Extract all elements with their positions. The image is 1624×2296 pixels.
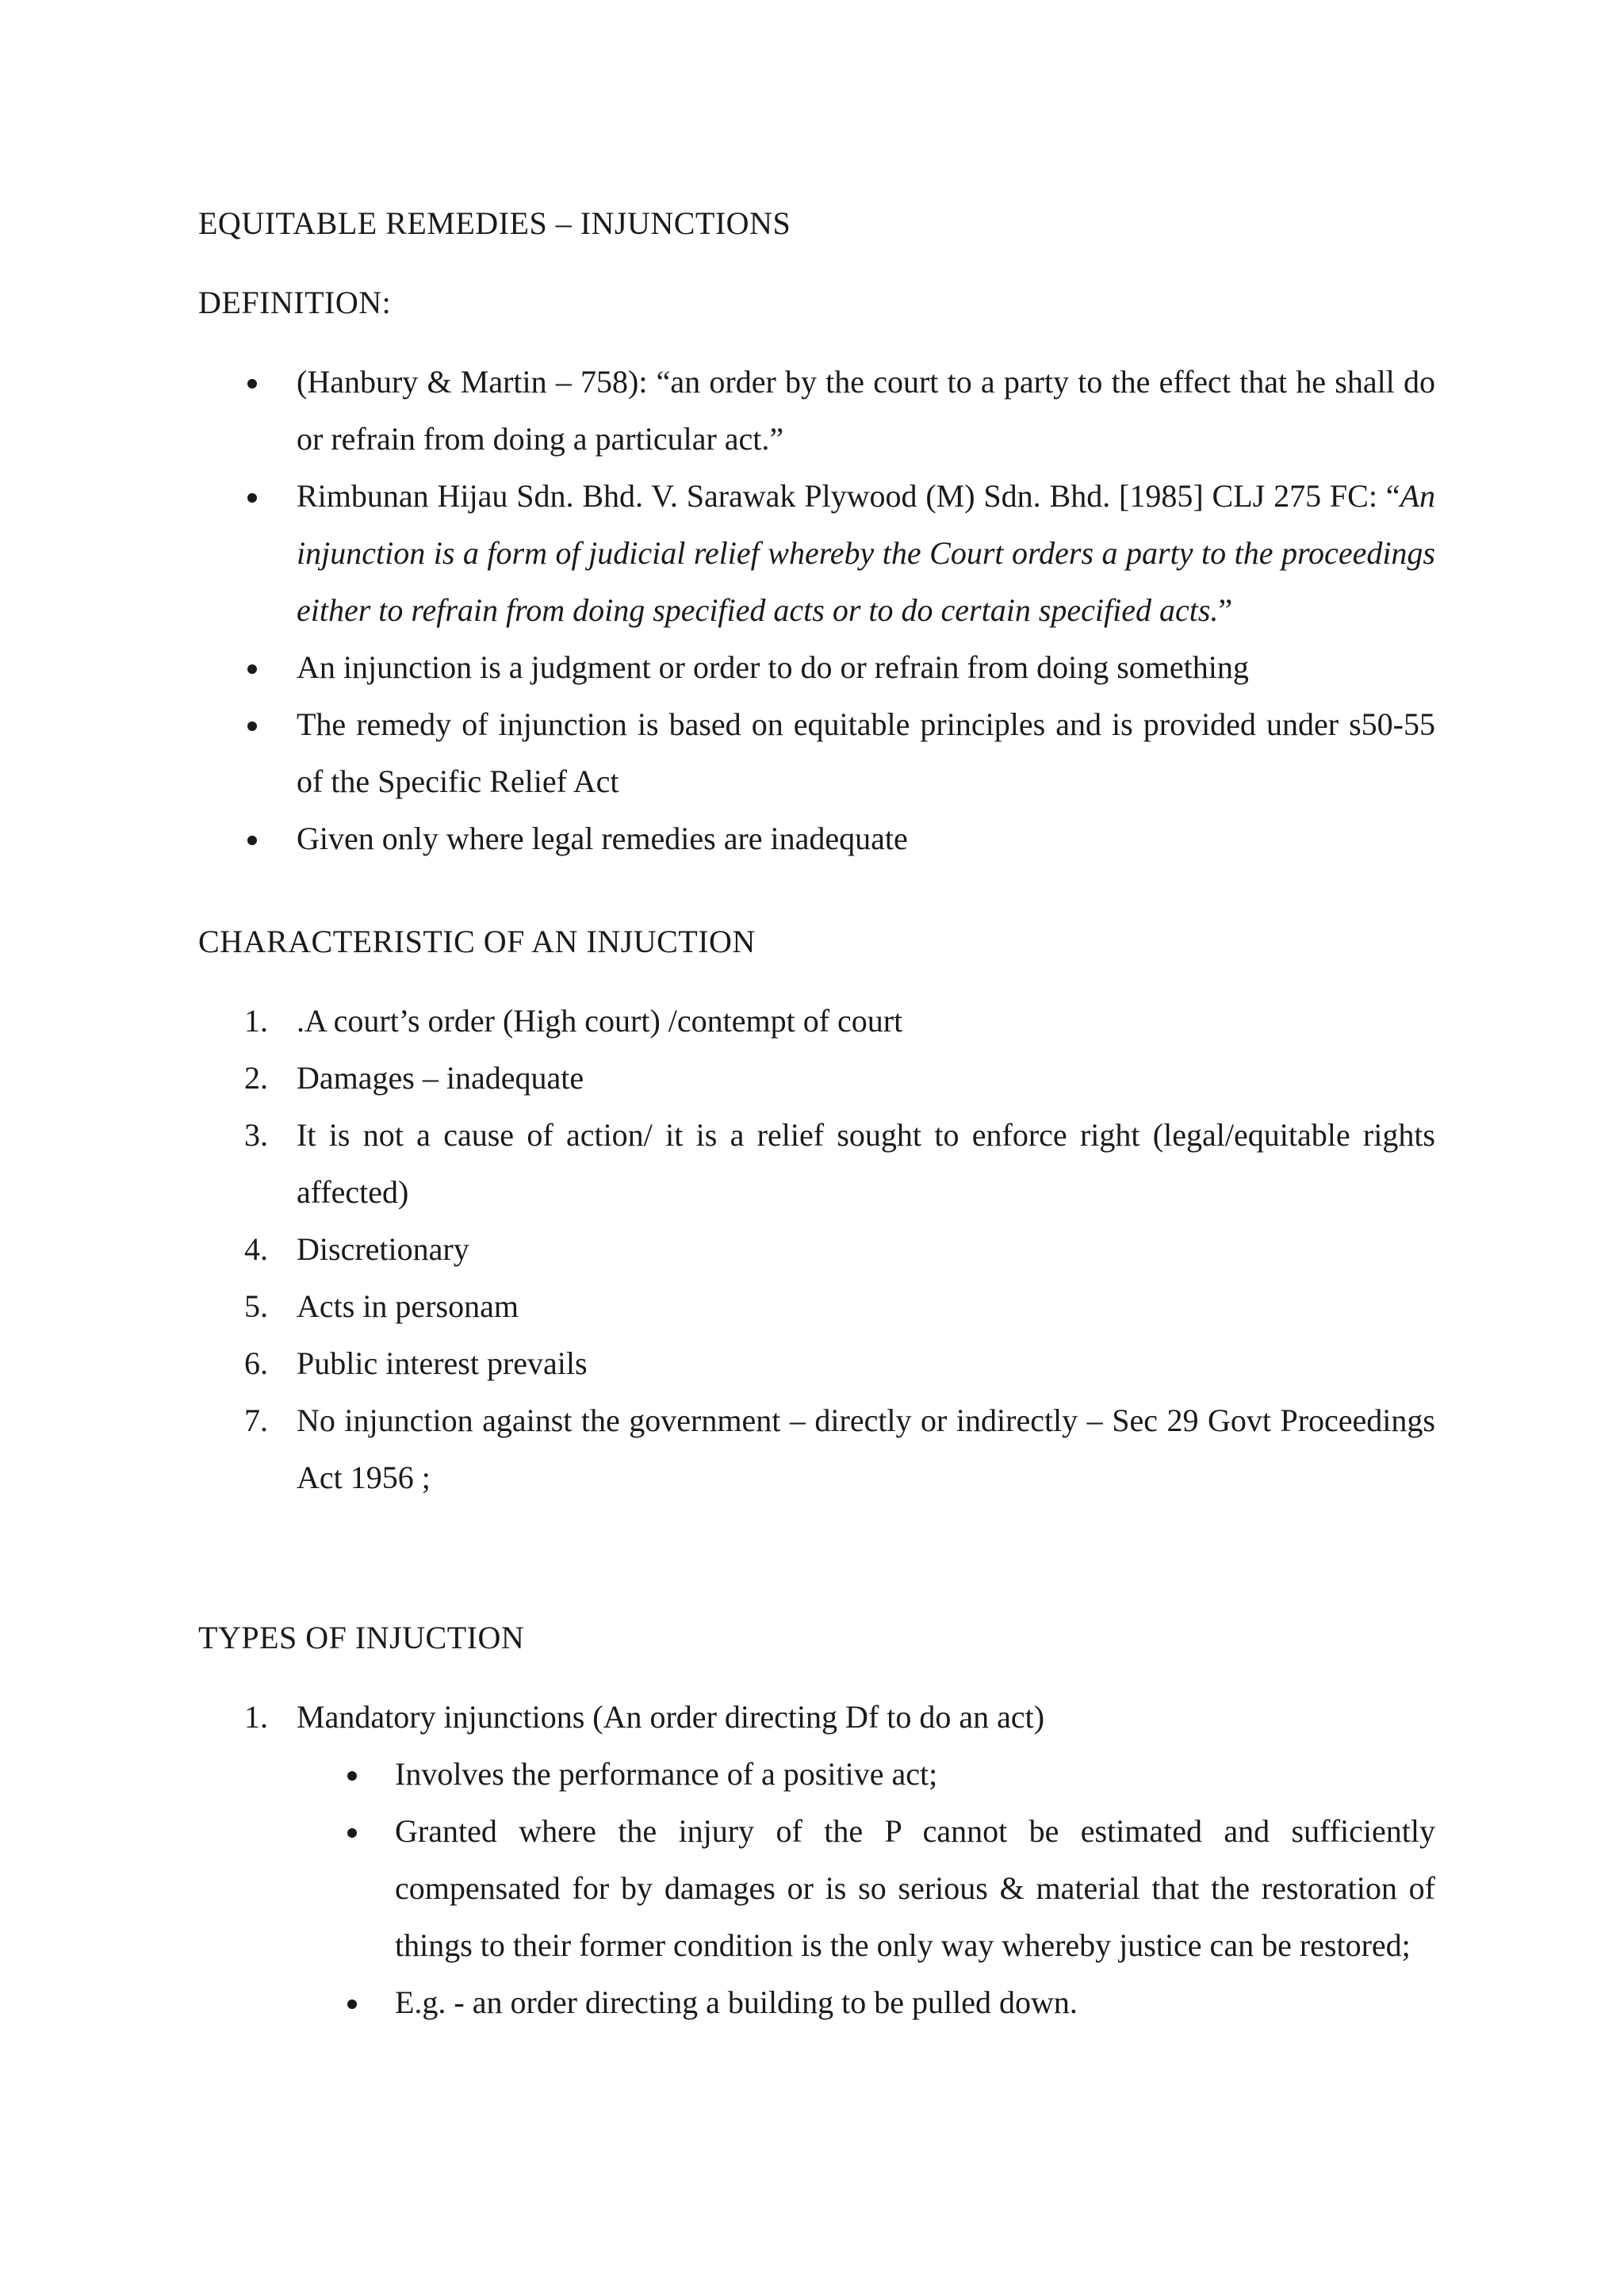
item-text: Mandatory injunctions (An order directing Df to do an act) [297, 1699, 1045, 1735]
item-number: 3. [244, 1117, 268, 1153]
item-text: Public interest prevails [297, 1345, 588, 1381]
sub-item-text: Granted where the injury of the P cannot be estimated and sufficiently compensated for by damages or is so serious & material that the restoration of things to their former condition is the only way whereby justice can be restored; [395, 1813, 1435, 1963]
item-number: 1. [244, 1699, 268, 1735]
item-text: No injunction against the government – directly or indirectly – Sec 29 Govt Proceedings Act 1956 ; [297, 1402, 1435, 1495]
list-item [198, 468, 1435, 639]
bullet-icon [247, 493, 257, 503]
item-text: Damages – inadequate [297, 1060, 584, 1096]
bullet-icon [247, 836, 257, 845]
document-body [198, 195, 1435, 2031]
bullet-icon [347, 1771, 357, 1781]
bullet-icon [247, 721, 257, 731]
sub-list-item [198, 1746, 1435, 1803]
case-quote: An injunction is a form of judicial relief whereby the Court orders a party to the proceedings either to refrain from doing specified acts or to do certain specified acts. [297, 478, 1435, 628]
definition-text: An injunction is a judgment or order to do or refrain from doing something [297, 649, 1249, 685]
bullet-icon [347, 1828, 357, 1838]
list-item [198, 810, 1435, 867]
definition-heading: DEFINITION: [198, 285, 392, 320]
sub-list-item [198, 1803, 1435, 1974]
list-item [198, 696, 1435, 810]
item-number: 2. [244, 1060, 268, 1096]
list-item [198, 1050, 1435, 1107]
definition-text: (Hanbury & Martin – 758): “an order by the court to a party to the effect that he shall do or refrain from doing a particular act.” [297, 364, 1435, 457]
list-item [198, 1278, 1435, 1335]
list-item [198, 639, 1435, 696]
characteristics-list [198, 993, 1435, 1506]
list-item [198, 1107, 1435, 1221]
list-item [198, 1689, 1435, 2031]
list-item [198, 993, 1435, 1050]
item-text: .A court’s order (High court) /contempt of court [297, 1003, 903, 1039]
bullet-icon [247, 664, 257, 674]
item-number: 4. [244, 1231, 268, 1267]
list-item [198, 1221, 1435, 1278]
case-citation: Rimbunan Hijau Sdn. Bhd. V. Sarawak Plywood (M) Sdn. Bhd. [1985] CLJ 275 FC: “ [297, 478, 1400, 514]
item-text: Discretionary [297, 1231, 469, 1267]
definition-list [198, 354, 1435, 867]
sub-item-text: Involves the performance of a positive act; [395, 1756, 938, 1792]
item-number: 1. [244, 1003, 268, 1039]
definition-text: The remedy of injunction is based on equitable principles and is provided under s50-55 of the Specific Relief Act [297, 706, 1435, 799]
item-number: 5. [244, 1288, 268, 1324]
sub-list-item [198, 1974, 1435, 2031]
characteristics-heading: CHARACTERISTIC OF AN INJUCTION [198, 924, 756, 959]
item-text: It is not a cause of action/ it is a relief sought to enforce right (legal/equitable rights affected) [297, 1117, 1435, 1210]
bullet-icon [247, 379, 257, 388]
item-number: 7. [244, 1402, 268, 1438]
list-item [198, 1392, 1435, 1506]
list-item [198, 1335, 1435, 1392]
types-heading: TYPES OF INJUCTION [198, 1620, 525, 1655]
list-item [198, 354, 1435, 468]
types-list [198, 1689, 1435, 2031]
document-title: EQUITABLE REMEDIES – INJUNCTIONS [198, 205, 791, 241]
sub-list [198, 1746, 1435, 2031]
quote-close: ” [1218, 592, 1233, 628]
definition-text: Given only where legal remedies are inadequate [297, 821, 908, 856]
item-text: Acts in personam [297, 1288, 519, 1324]
item-number: 6. [244, 1345, 268, 1381]
bullet-icon [347, 1999, 357, 2009]
sub-item-text: E.g. - an order directing a building to be pulled down. [395, 1984, 1078, 2020]
